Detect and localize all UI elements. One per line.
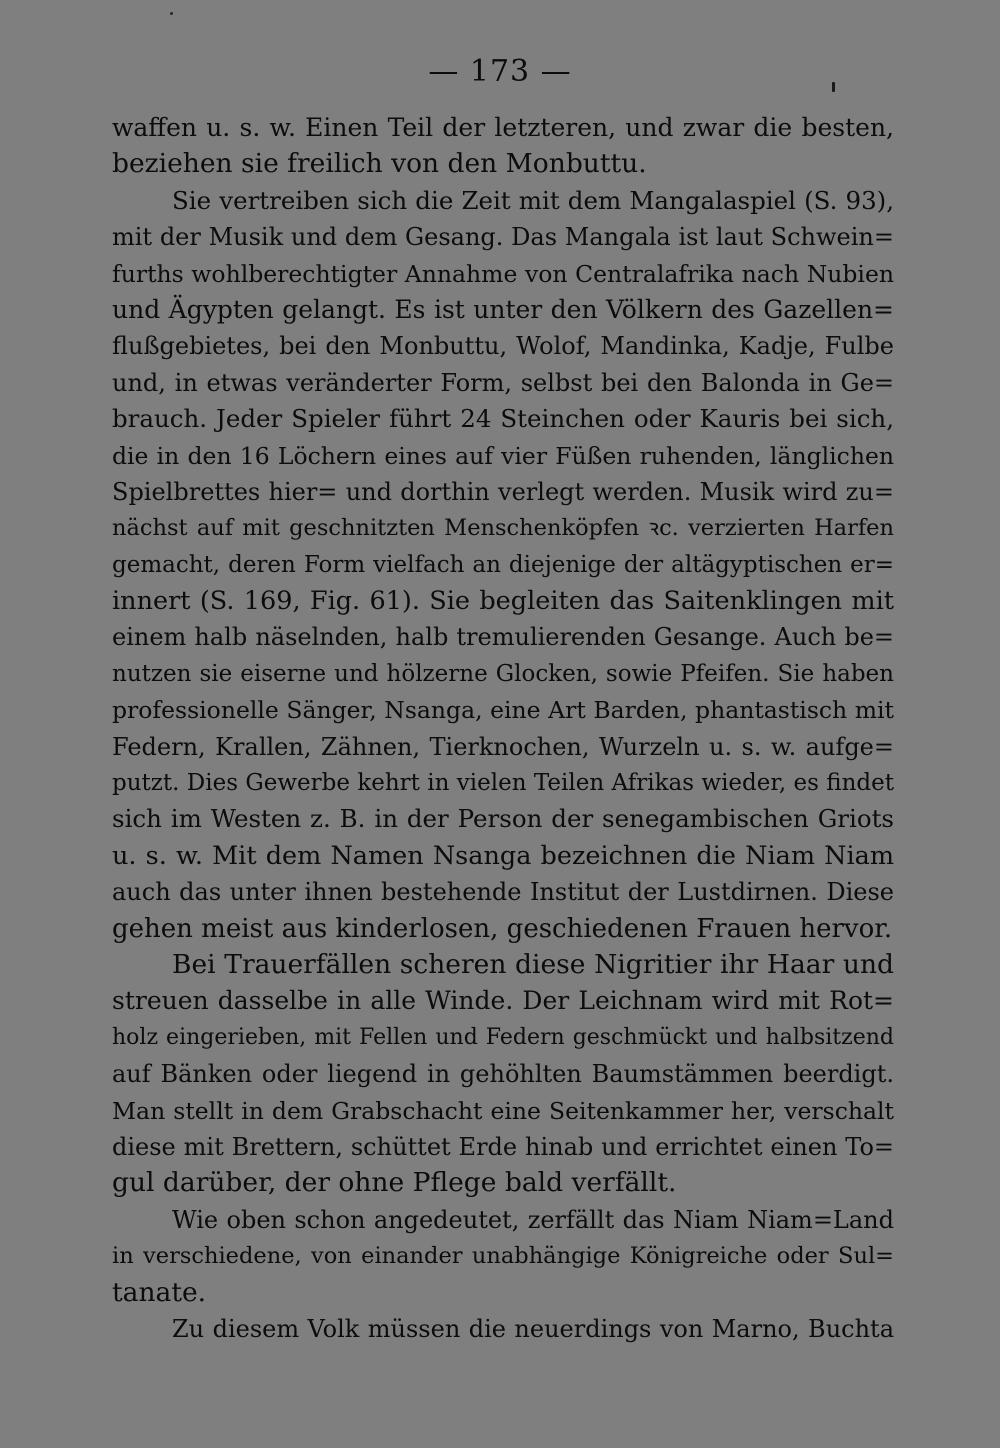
text-line: Man stellt in dem Grabschacht eine Seitenkammer her, verschalt bbox=[112, 1096, 894, 1125]
text-line: gemacht, deren Form vielfach an diejenige der altägyptischen er= bbox=[112, 551, 894, 578]
text-line: diese mit Brettern, schüttet Erde hinab und errichtet einen To= bbox=[112, 1132, 894, 1161]
text-line: nächst auf mit geschnitzten Menschenköpfen ꝛc. verzierten Harfen bbox=[112, 515, 894, 542]
text-line: auch das unter ihnen bestehende Institut der Lustdirnen. Diese bbox=[112, 878, 894, 907]
text-line: in verschiedene, von einander unabhängige Königreiche oder Sul= bbox=[112, 1243, 894, 1270]
text-line: streuen dasselbe in alle Winde. Der Leichnam wird mit Rot= bbox=[112, 986, 894, 1016]
text-line: Sie vertreiben sich die Zeit mit dem Mangalaspiel (S. 93), bbox=[172, 185, 894, 215]
text-line: gehen meist aus kinderlosen, geschiedenen Frauen hervor. bbox=[112, 913, 893, 944]
text-line: Wie oben schon angedeutet, zerfällt das Niam Niam=Land bbox=[172, 1205, 894, 1234]
text-line: Bei Trauerfällen scheren diese Nigritier ihr Haar und bbox=[172, 948, 894, 980]
text-line: tanate. bbox=[112, 1276, 207, 1308]
body-text bbox=[112, 110, 894, 1347]
text-line: Federn, Krallen, Zähnen, Tierknochen, Wurzeln u. s. w. aufge= bbox=[112, 732, 894, 761]
text-line: waffen u. s. w. Einen Teil der letzteren, und zwar die besten, bbox=[112, 113, 894, 142]
scan-mark bbox=[832, 82, 835, 92]
text-line: furths wohlberechtigter Annahme von Centralafrika nach Nubien bbox=[112, 259, 894, 288]
text-line: die in den 16 Löchern eines auf vier Füßen ruhenden, länglichen bbox=[112, 441, 894, 470]
text-line: gul darüber, der ohne Pflege bald verfällt. bbox=[112, 1167, 677, 1199]
text-line: und Ägypten gelangt. Es ist unter den Völkern des Gazellen= bbox=[112, 294, 894, 324]
text-line: putzt. Dies Gewerbe kehrt in vielen Teilen Afrikas wieder, es findet bbox=[112, 770, 894, 797]
text-line: einem halb näselnden, halb tremulierenden Gesange. Auch be= bbox=[112, 623, 894, 652]
text-line: und, in etwas veränderter Form, selbst bei den Balonda in Ge= bbox=[112, 368, 894, 397]
text-line: auf Bänken oder liegend in gehöhlten Baumstämmen beerdigt. bbox=[112, 1060, 894, 1089]
text-line: Spielbrettes hier= und dorthin verlegt werden. Musik wird zu= bbox=[112, 477, 894, 506]
text-line: nutzen sie eiserne und hölzerne Glocken, sowie Pfeifen. Sie haben bbox=[112, 660, 894, 687]
text-line: beziehen sie freilich von den Monbuttu. bbox=[112, 148, 647, 180]
text-line: innert (S. 169, Fig. 61). Sie begleiten das Saitenklingen mit bbox=[112, 586, 894, 617]
text-line: holz eingerieben, mit Fellen und Federn geschmückt und halbsitzend bbox=[112, 1024, 894, 1050]
text-line: flußgebietes, bei den Monbuttu, Wolof, Mandinka, Kadje, Fulbe bbox=[112, 332, 894, 361]
text-line: sich im Westen z. B. in der Person der senegambischen Griots bbox=[112, 804, 894, 834]
text-line: Zu diesem Volk müssen die neuerdings von Marno, Buchta bbox=[172, 1314, 894, 1343]
page-number-header: — 173 — bbox=[428, 54, 572, 89]
text-line: brauch. Jeder Spieler führt 24 Steinchen oder Kauris bei sich, bbox=[112, 404, 894, 434]
text-line: u. s. w. Mit dem Namen Nsanga bezeichnen die Niam Niam bbox=[112, 840, 894, 871]
text-line: professionelle Sänger, Nsanga, eine Art Barden, phantastisch mit bbox=[112, 696, 894, 725]
scan-speck bbox=[170, 12, 173, 15]
text-line: mit der Musik und dem Gesang. Das Mangala ist laut Schwein= bbox=[112, 223, 894, 252]
